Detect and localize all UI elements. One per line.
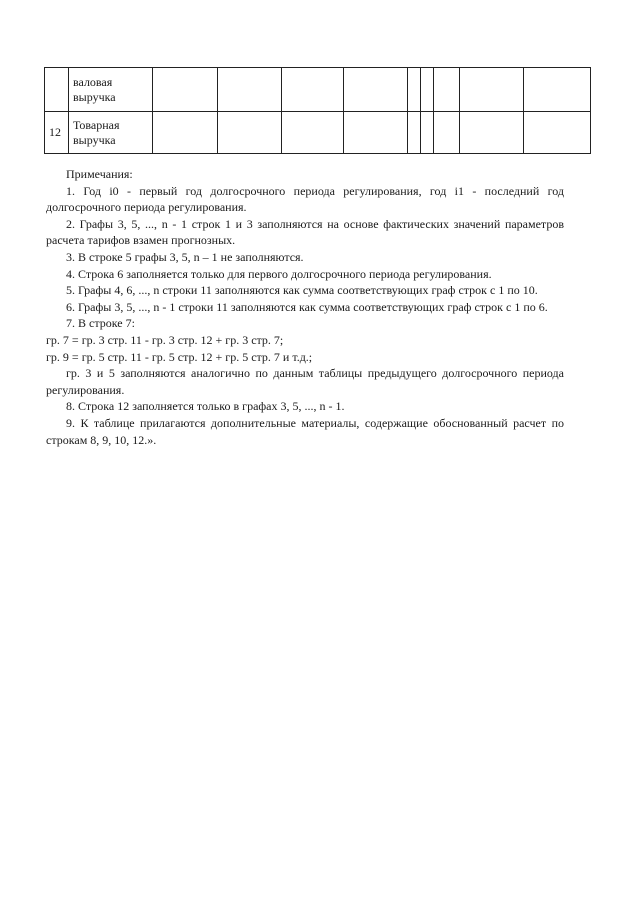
table-cell: [421, 68, 434, 112]
table-cell: [421, 112, 434, 154]
table-row: [45, 68, 591, 112]
data-table: [44, 67, 591, 154]
table-cell: [344, 68, 408, 112]
notes-section: [46, 166, 564, 448]
table-row: [45, 112, 591, 154]
row-label-line: выручка: [73, 132, 116, 147]
row-number-cell: 12: [45, 112, 69, 154]
row-number-cell: [45, 68, 69, 112]
note-item: 9. К таблице прилагаются дополнительные материалы, содержащие обоснованный расчет по строкам 8, 9, 10, 12.».: [46, 415, 564, 447]
table-cell: [282, 68, 344, 112]
note-item: 7. В строке 7:: [66, 316, 135, 331]
note-item: 4. Строка 6 заполняется только для первого долгосрочного периода регулирования.: [66, 266, 492, 281]
table-cell: [344, 112, 408, 154]
note-item: 5. Графы 4, 6, ..., n строки 11 заполняются как сумма соответствующих граф строк с 1 по 10.: [66, 283, 538, 298]
note-sub-item: гр. 3 и 5 заполняются аналогично по данным таблицы предыдущего долгосрочного периода регулирования.: [46, 366, 564, 397]
table-cell: [460, 68, 524, 112]
table-cell: [218, 68, 282, 112]
table-cell: [153, 68, 218, 112]
table-cell: [218, 112, 282, 154]
note-item: 8. Строка 12 заполняется только в графах 3, 5, ..., n - 1.: [66, 399, 345, 414]
note-sub-item: гр. 7 = гр. 3 стр. 11 - гр. 3 стр. 12 + гр. 3 стр. 7;: [46, 332, 284, 347]
note-item: 2. Графы 3, 5, ..., n - 1 строк 1 и 3 заполняются на основе фактических значений параметров расчета тарифов взамен прогнозных.: [46, 216, 564, 248]
row-label-line: Товарная: [73, 117, 120, 132]
table-cell: [282, 112, 344, 154]
row-label-cell: [69, 112, 153, 154]
table-cell: [524, 112, 591, 154]
note-item: 3. В строке 5 графы 3, 5, n – 1 не заполняются.: [66, 249, 304, 264]
row-label-line: выручка: [73, 89, 116, 104]
table-cell: [524, 68, 591, 112]
note-sub-item: гр. 9 = гр. 5 стр. 11 - гр. 5 стр. 12 + гр. 5 стр. 7 и т.д.;: [46, 349, 313, 364]
table-cell: [460, 112, 524, 154]
row-label-line: валовая: [73, 74, 113, 89]
table-cell: [408, 68, 421, 112]
table-cell: [434, 68, 460, 112]
table-cell: [408, 112, 421, 154]
note-item: 6. Графы 3, 5, ..., n - 1 строки 11 заполняются как сумма соответствующих граф строк с 1 по 6.: [66, 299, 548, 314]
table-cell: [434, 112, 460, 154]
note-item: 1. Год i0 - первый год долгосрочного периода регулирования, год i1 - последний год долгосрочного периода регулирования.: [46, 183, 564, 215]
notes-heading: Примечания:: [66, 167, 133, 181]
row-label-cell: [69, 68, 153, 112]
table-cell: [153, 112, 218, 154]
